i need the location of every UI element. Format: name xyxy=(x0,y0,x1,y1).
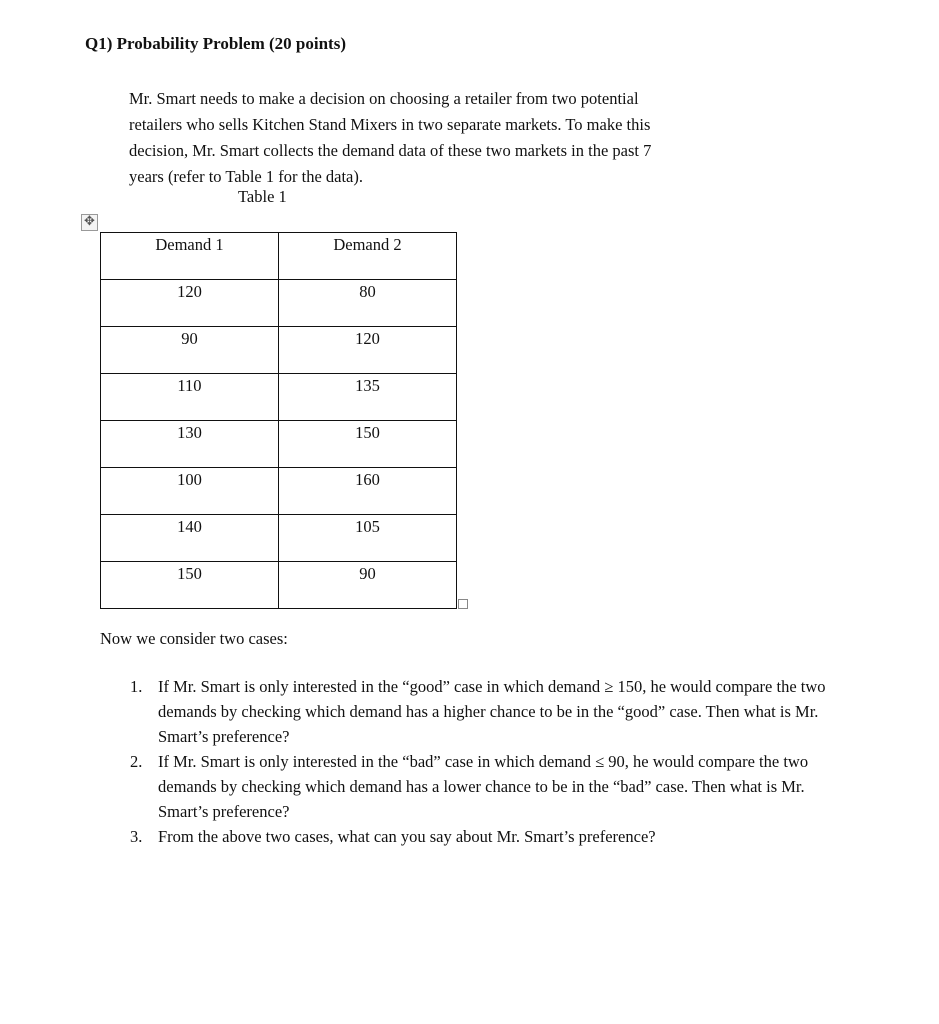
demand-1-cell: 130 xyxy=(101,421,279,468)
intro-line: retailers who sells Kitchen Stand Mixers in two separate markets. To make this xyxy=(129,115,651,134)
demand-2-cell: 90 xyxy=(279,562,457,609)
question-title: Q1) Probability Problem (20 points) xyxy=(85,34,346,53)
item-number: 1. xyxy=(130,677,143,696)
header-demand-2: Demand 2 xyxy=(279,233,457,280)
intro-line: years (refer to Table 1 for the data). xyxy=(129,167,364,186)
table-row xyxy=(101,280,457,327)
table-row xyxy=(101,562,457,609)
cases-intro: Now we consider two cases: xyxy=(100,629,288,648)
demand-2-cell: 120 xyxy=(279,327,457,374)
table-resize-handle[interactable] xyxy=(458,599,468,609)
header-demand-1: Demand 1 xyxy=(101,233,279,280)
demand-2-cell: 135 xyxy=(279,374,457,421)
table-move-handle-icon[interactable]: ✥ xyxy=(81,214,98,231)
table-row xyxy=(101,374,457,421)
list-item xyxy=(130,824,850,849)
intro-line: decision, Mr. Smart collects the demand data of these two markets in the past 7 xyxy=(129,141,652,160)
table-caption: Table 1 xyxy=(238,187,287,206)
item-number: 2. xyxy=(130,752,143,771)
demand-1-cell: 90 xyxy=(101,327,279,374)
demand-1-cell: 140 xyxy=(101,515,279,562)
item-text: If Mr. Smart is only interested in the “bad” case in which demand ≤ 90, he would compare the two demands by checking which demand has a lower chance to be in the “bad” case. Then what is Mr. Smart’s preference? xyxy=(158,752,809,821)
demand-1-cell: 100 xyxy=(101,468,279,515)
table-row xyxy=(101,515,457,562)
demand-2-cell: 80 xyxy=(279,280,457,327)
demand-2-cell: 105 xyxy=(279,515,457,562)
demand-2-cell: 150 xyxy=(279,421,457,468)
demand-1-cell: 150 xyxy=(101,562,279,609)
item-text: From the above two cases, what can you say about Mr. Smart’s preference? xyxy=(158,827,656,846)
table-row xyxy=(101,468,457,515)
list-item xyxy=(130,674,850,749)
demand-2-cell: 160 xyxy=(279,468,457,515)
table-row xyxy=(101,421,457,468)
item-number: 3. xyxy=(130,827,143,846)
table-row xyxy=(101,327,457,374)
table-header-row xyxy=(101,233,457,280)
intro-paragraph xyxy=(129,86,809,190)
demand-table xyxy=(100,232,457,609)
question-list xyxy=(130,674,850,849)
item-text: If Mr. Smart is only interested in the “good” case in which demand ≥ 150, he would compare the two demands by checking which demand has a higher chance to be in the “good” case. Then what is Mr. Smart’s preference? xyxy=(158,677,826,746)
demand-1-cell: 120 xyxy=(101,280,279,327)
list-item xyxy=(130,749,850,824)
demand-1-cell: 110 xyxy=(101,374,279,421)
intro-line: Mr. Smart needs to make a decision on choosing a retailer from two potential xyxy=(129,89,639,108)
